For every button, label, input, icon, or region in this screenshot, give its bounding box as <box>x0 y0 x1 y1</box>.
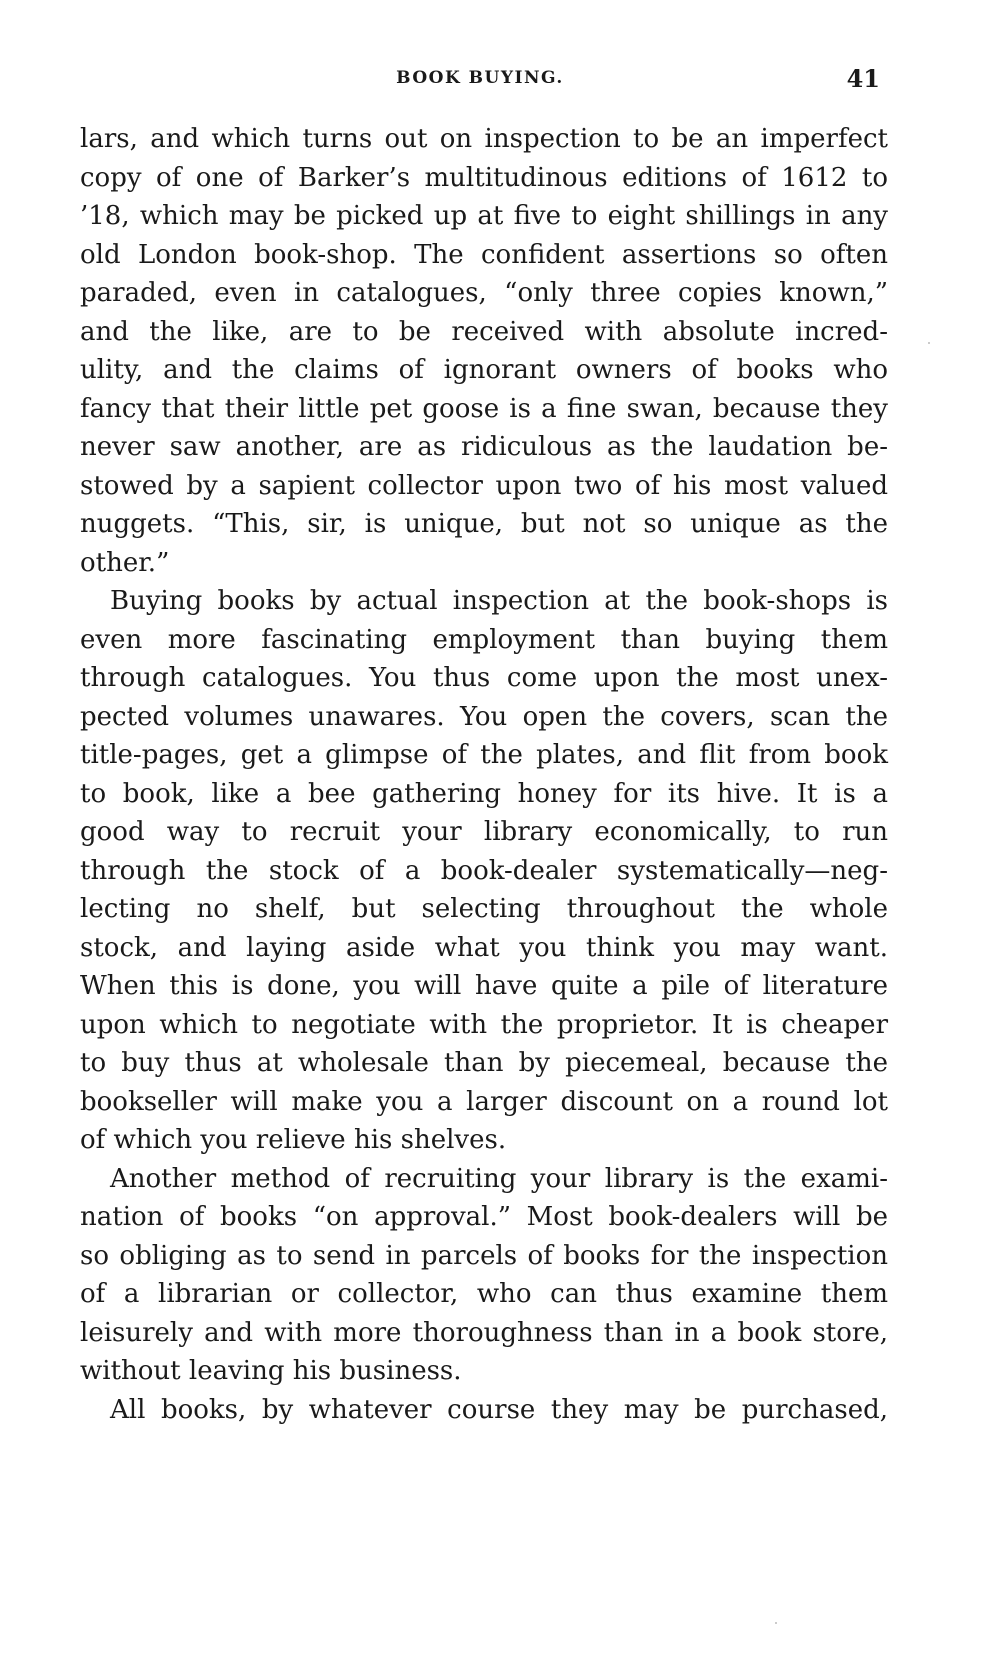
text-line: Buying books by actual inspection at the book-shops is <box>110 586 888 616</box>
text-line: leisurely and with more thoroughness than in a book store, <box>80 1317 888 1348</box>
text-line: fancy that their little pet goose is a fine swan, because they <box>80 393 888 424</box>
text-line: through catalogues. You thus come upon the most unex- <box>80 663 888 693</box>
text-line: nation of books “on approval.” Most book-dealers will be <box>80 1202 888 1232</box>
body-text <box>80 120 888 1429</box>
text-line: of which you relieve his shelves. <box>80 1125 507 1155</box>
text-line: of a librarian or collector, who can thus examine them <box>80 1279 888 1309</box>
page-number: 41 <box>846 64 880 93</box>
text-line: ulity, and the claims of ignorant owners of books who <box>80 355 888 385</box>
text-line: pected volumes unawares. You open the covers, scan the <box>80 701 888 732</box>
text-line: other.” <box>80 547 170 578</box>
text-line: so obliging as to send in parcels of books for the inspection <box>80 1240 888 1271</box>
text-line: All books, by whatever course they may be purchased, <box>110 1394 888 1425</box>
text-line: old London book-shop. The confident assertions so often <box>80 239 888 270</box>
text-line: title-pages, get a glimpse of the plates, and flit from book <box>80 740 888 770</box>
text-line: good way to recruit your library economically, to run <box>80 817 888 847</box>
text-line: nuggets. “This, sir, is unique, but not so unique as the <box>80 509 888 539</box>
text-line: even more fascinating employment than buying them <box>80 624 888 655</box>
text-line: When this is done, you will have quite a pile of literature <box>80 971 888 1001</box>
text-line: lecting no shelf, but selecting throughout the whole <box>80 894 888 924</box>
text-line: to book, like a bee gathering honey for its hive. It is a <box>80 778 888 809</box>
text-line: ’18, which may be picked up at five to eight shillings in any <box>80 201 888 231</box>
text-line: stowed by a sapient collector upon two of his most valued <box>80 470 888 501</box>
text-line: to buy thus at wholesale than by piecemeal, because the <box>80 1048 888 1078</box>
text-line: upon which to negotiate with the proprietor. It is cheaper <box>80 1009 888 1040</box>
text-line: Another method of recruiting your library is the exami- <box>110 1163 888 1194</box>
text-line: through the stock of a book-dealer systematically—neg- <box>80 855 888 886</box>
text-line: stock, and laying aside what you think you may want. <box>80 932 888 963</box>
text-line: bookseller will make you a larger discount on a round lot <box>80 1086 888 1117</box>
text-line: never saw another, are as ridiculous as the laudation be- <box>80 432 888 462</box>
text-line: lars, and which turns out on inspection to be an imperfect <box>80 124 888 154</box>
text-line: paraded, even in catalogues, “only three copies known,” <box>80 278 888 308</box>
text-line: copy of one of Barker’s multitudinous editions of 1612 to <box>80 162 888 193</box>
running-head <box>80 64 880 100</box>
text-line: without leaving his business. <box>80 1356 462 1386</box>
paper-speck <box>928 342 930 344</box>
running-title: BOOK BUYING. <box>396 68 564 88</box>
paper-speck <box>775 1622 777 1624</box>
text-line: and the like, are to be received with absolute incred- <box>80 316 888 347</box>
